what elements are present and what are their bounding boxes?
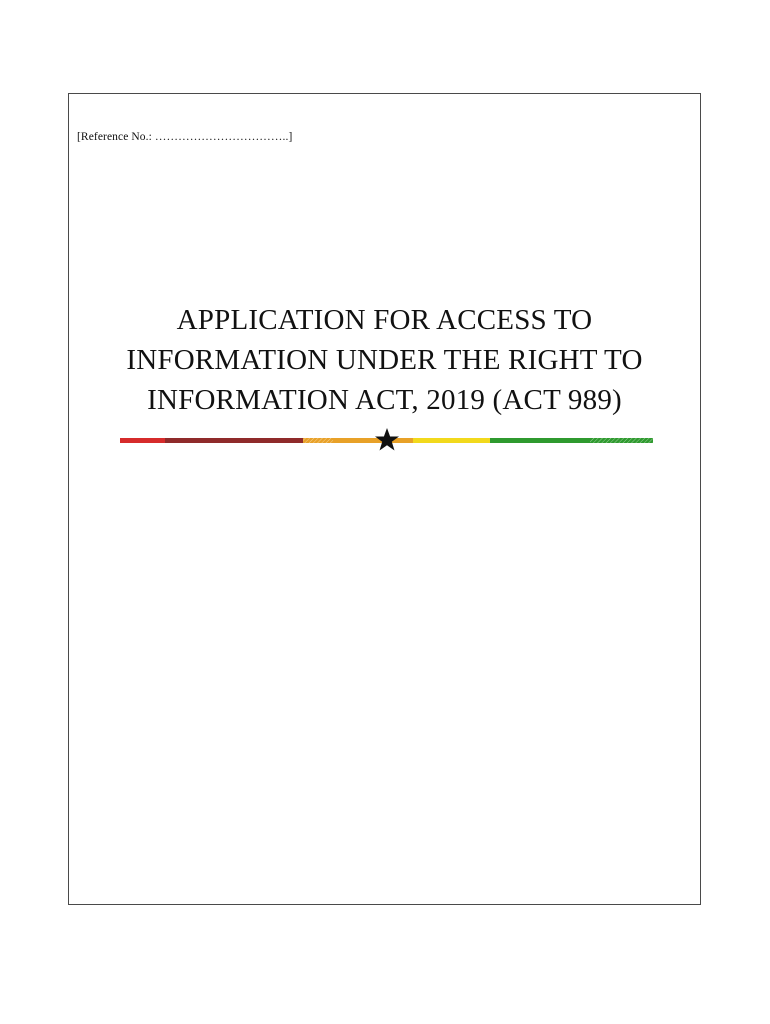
- rule-hatch-overlay-2: [590, 438, 653, 443]
- title-line-2: INFORMATION UNDER THE RIGHT TO: [126, 344, 643, 376]
- document-title: [68, 300, 701, 420]
- rule-segment-green: [490, 438, 590, 443]
- rule-segment-gold: [333, 438, 413, 443]
- title-line-1: APPLICATION FOR ACCESS TO: [176, 304, 593, 336]
- reference-number: [Reference No.: ……………………………..]: [77, 131, 293, 143]
- rule-hatch-overlay-1: [303, 438, 333, 443]
- flag-rule-graphic: [120, 428, 653, 452]
- rule-segment-red: [120, 438, 165, 443]
- flag-color-rule: [120, 437, 653, 444]
- page-border: [68, 93, 701, 905]
- rule-segment-dark-red: [165, 438, 303, 443]
- title-line-3: INFORMATION ACT, 2019 (ACT 989): [147, 384, 622, 416]
- rule-segment-yellow: [413, 438, 490, 443]
